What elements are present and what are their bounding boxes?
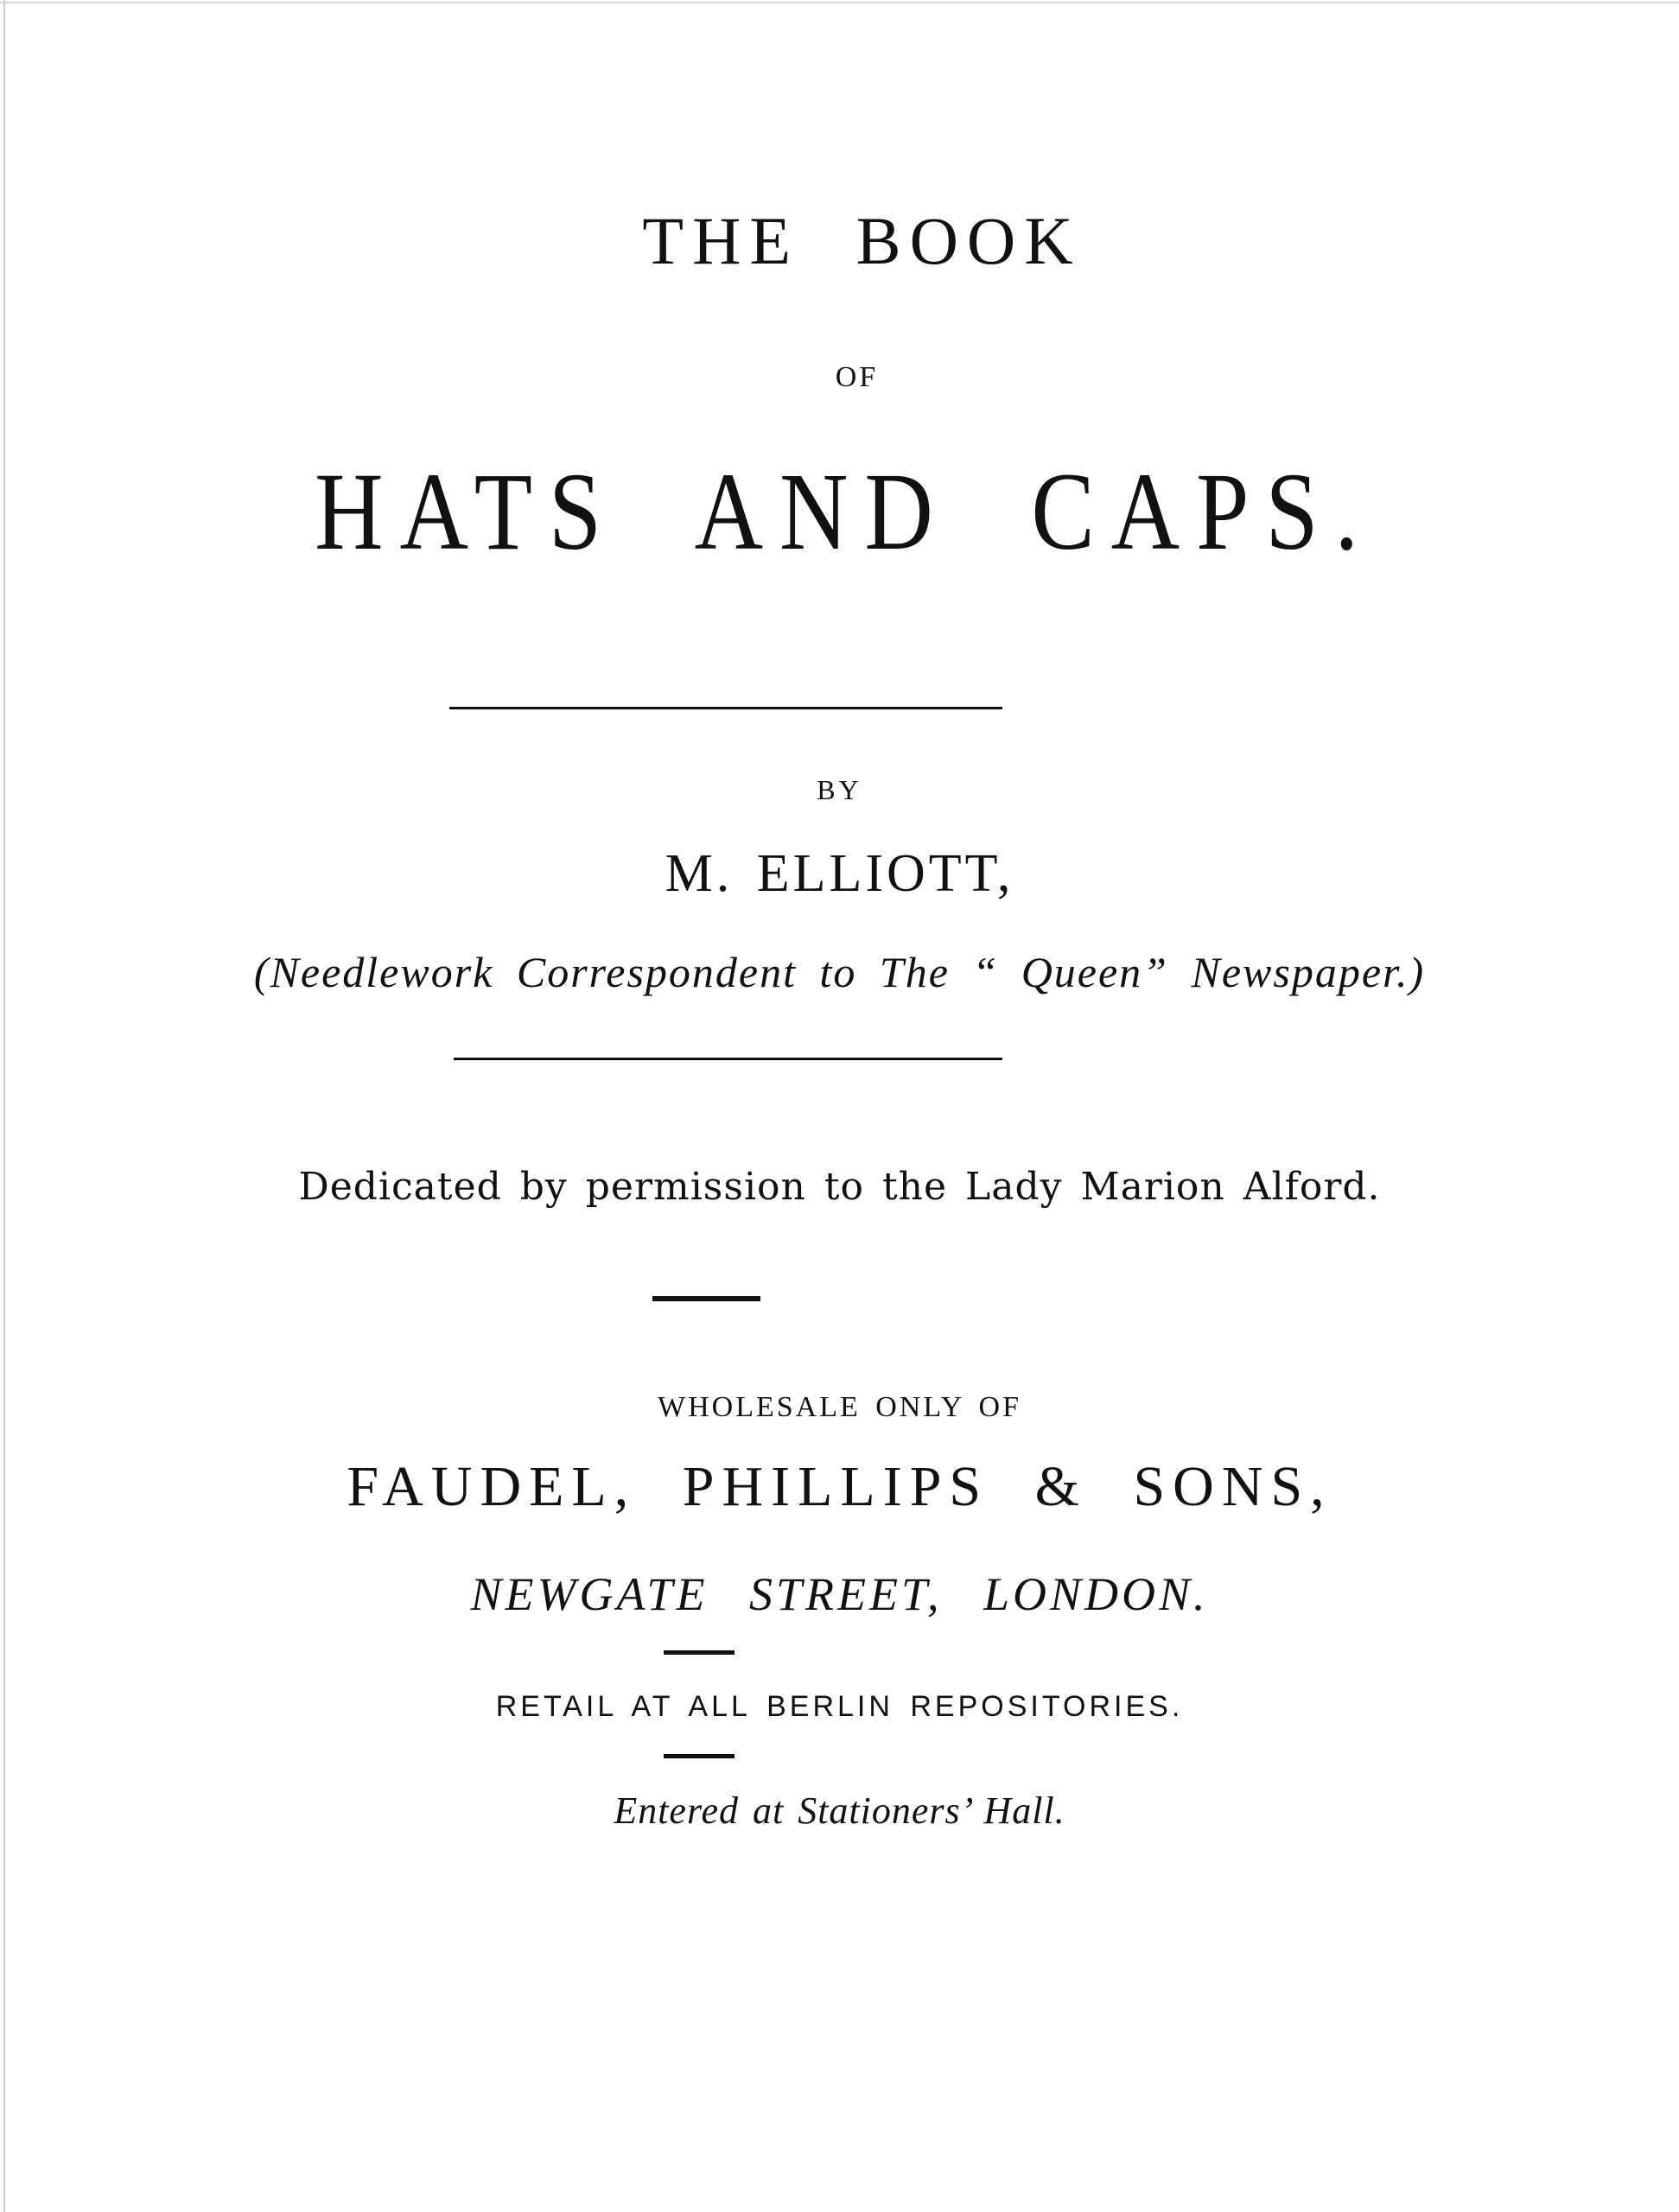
title-line-1: THE BOOK — [642, 203, 1082, 278]
divider-rule-1 — [449, 707, 1002, 709]
page-edge-top — [0, 2, 1679, 3]
divider-rule-short-2 — [664, 1650, 735, 1655]
copyright-notice: Entered at Stationers’ Hall. — [614, 1789, 1065, 1832]
dedication: Dedicated by permission to the Lady Marion Alford. — [298, 1165, 1381, 1209]
title-connector: OF — [835, 361, 879, 393]
divider-rule-short-1 — [652, 1296, 760, 1301]
publisher-address: NEWGATE STREET, LONDON. — [470, 1568, 1209, 1620]
publisher-firm: FAUDEL, PHILLIPS & SONS, — [347, 1455, 1332, 1518]
wholesale-notice: WHOLESALE ONLY OF — [658, 1391, 1021, 1423]
retail-notice: RETAIL AT ALL BERLIN REPOSITORIES. — [495, 1690, 1184, 1723]
page-edge-left — [3, 0, 5, 2212]
divider-rule-2 — [454, 1058, 1002, 1060]
title-line-2: HATS AND CAPS. — [315, 450, 1375, 573]
byline-by: BY — [817, 774, 862, 805]
author-affiliation: (Needlework Correspondent to The “ Queen” Newspaper.) — [253, 948, 1426, 996]
author-name: M. ELLIOTT, — [665, 844, 1014, 903]
divider-rule-short-3 — [664, 1754, 735, 1758]
